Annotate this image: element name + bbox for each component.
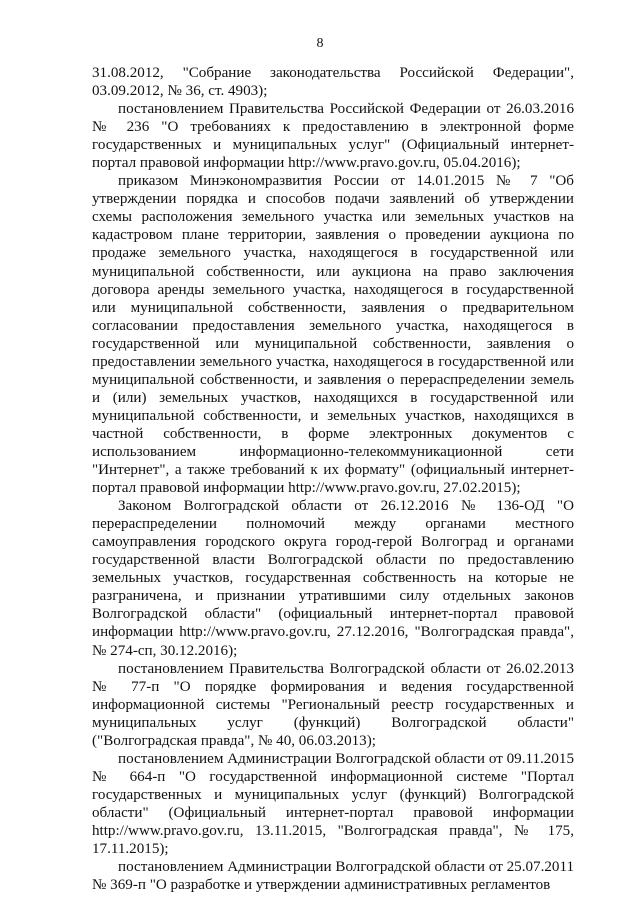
paragraph-1: 31.08.2012, "Собрание законодательства Российской Федерации", 03.09.2012, № 36, ст. 4903); bbox=[92, 65, 574, 100]
body-text bbox=[92, 64, 574, 894]
paragraph-4: Законом Волгоградской области от 26.12.2016 № 136-ОД "О перераспределении полномочий между органами местного самоуправления городского округа город-герой Волгоград и органами государственной власти Волгоградской области по предоставлению земельных участков, государственная собственность на которые не разграничена, и признании утратившими силу отдельных законов Волгоградской области" (официальный интернет-портал правовой информации http://www.pravo.gov.ru, 27.12.2016, "Волгоградская правда", № 274-сп, 30.12.2016); bbox=[92, 498, 574, 659]
paragraph-7: постановлением Администрации Волгоградской области от 25.07.2011 № 369-п "О разработке и утверждении административных регламентов bbox=[92, 859, 574, 894]
paragraph-2: постановлением Правительства Российской Федерации от 26.03.2016 № 236 "О требованиях к предоставлению в электронной форме государственных и муниципальных услуг" (Официальный интернет-портал правовой информации http://www.pravo.gov.ru, 05.04.2016); bbox=[92, 101, 574, 172]
paragraph-3: приказом Минэкономразвития России от 14.01.2015 № 7 "Об утверждении порядка и способов подачи заявлений об утверждении схемы расположения земельного участка или земельных участков на кадастровом плане территории, заявления о проведении аукциона по продаже земельного участка, находящегося в государственной или муниципальной собственности, или аукциона на право заключения договора аренды земельного участка, находящегося в государственной или муниципальной собственности, заявления о предварительном согласовании предоставления земельного участка, находящегося в государственной или муниципальной собственности, заявления о предоставлении земельного участка, находящегося в государственной или муниципальной собственности, и заявления о перераспределении земель и (или) земельных участков, находящихся в государственной или муниципальной собственности, и земельных участков, находящихся в частной собственности, в форме электронных документов с использованием информационно-телекоммуникационной сети "Интернет", а также требований к их формату" (официальный интернет-портал правовой информации http://www.pravo.gov.ru, 27.02.2015); bbox=[92, 173, 574, 497]
page-number: 8 bbox=[316, 36, 324, 51]
paragraph-5: постановлением Правительства Волгоградской области от 26.02.2013 № 77-п "О порядке формирования и ведения государственной информационной системы "Региональный реестр государственных и муниципальных услуг (функций) Волгоградской области" ("Волгоградская правда", № 40, 06.03.2013); bbox=[92, 660, 574, 749]
paragraph-6: постановлением Администрации Волгоградской области от 09.11.2015 № 664-п "О государственной информационной системе "Портал государственных и муниципальных услуг (функций) Волгоградской области" (Официальный интернет-портал правовой информации http://www.pravo.gov.ru, 13.11.2015, "Волгоградская правда", № 175, 17.11.2015); bbox=[92, 750, 574, 858]
